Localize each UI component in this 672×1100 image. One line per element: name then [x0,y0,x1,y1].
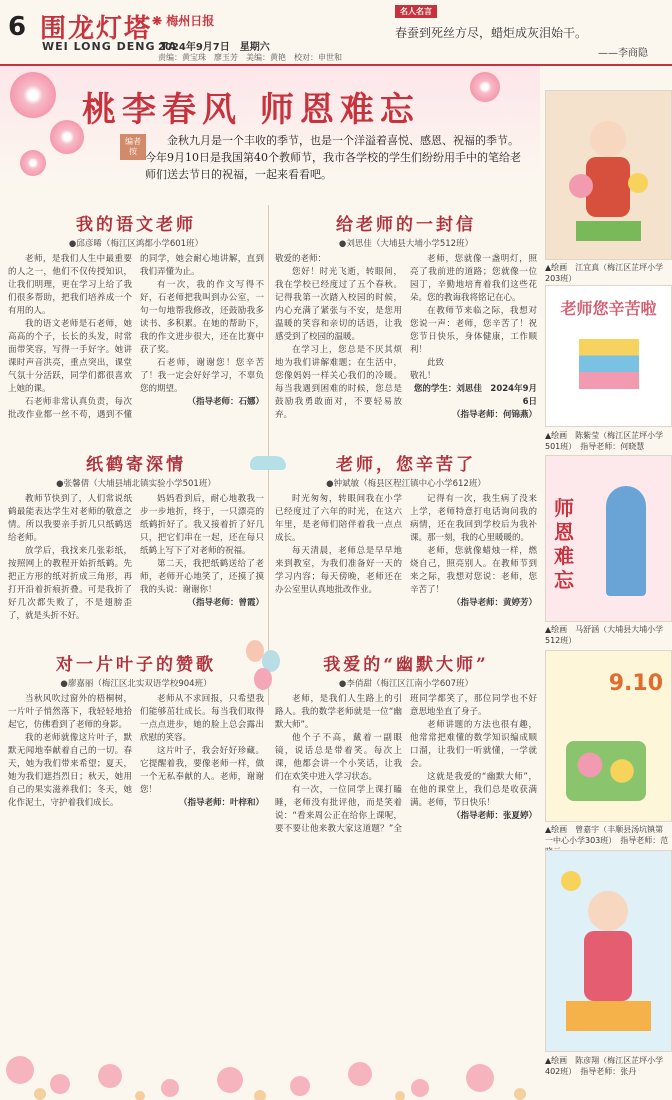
article-teacher-hard-work [275,450,537,640]
paragraph: 我的老师就像这片叶子，默默无闻地奉献着自己的一切。春天，她为我们带来希望；夏天，她为我们遮挡烈日；秋天，她用自己的果实滋养我们；冬天，她化作泥土，守护着我们成长。 [8,733,132,808]
main-headline: 桃李春风 师恩难忘 [82,90,420,130]
paragraph: 老师，您就像一盏明灯，照亮了我前进的道路；您就像一位园丁，辛勤地培育着我们这些花朵。您的教诲我将铭记在心。 [410,254,537,303]
article-leaf-ode [8,650,264,1005]
paragraph: 石老师非常认真负责，每次批改作业都一丝不苟，遇到不懂的同学，她会耐心地讲解，直到我们弄懂为止。 [8,254,264,420]
student-drawing-gift-to-teacher [545,850,672,1052]
drawing-caption: ▲绘画 曾嘉宇（丰顺县汤坑镇第一中心小学303班） 指导老师：范 [545,825,669,845]
paragraph: 时光匆匆，转眼间我在小学已经度过了六年的时光，在这六年里，是老师们陪伴着我一点点成长。 [275,494,402,543]
article-paper-crane [8,450,264,640]
paragraph: 有一次，一位同学上课打瞌睡，老师没有批评他，而是笑着说：“看来周公正在给你上课呢，要不要让他来教大家这道题？”全班同学都笑了，那位同学也不好意思地坐直了身子。 [275,694,537,834]
paragraph: 这片叶子，我会好好珍藏。它提醒着我，要像老师一样，做一个无私奉献的人。老师，谢谢您！ [140,746,264,795]
blossom-icon [10,72,56,118]
student-drawing-teachers-day [545,650,672,822]
drawing-caption: ▲绘画 陈紫莹（梅江区芷坪小学501班） 指导老师：何晓慧 [545,431,664,451]
blossom-icon [50,120,84,154]
instructor-note: （指导老师：石娜） [187,397,264,407]
article-title: 我爱的“幽默大师” [323,655,489,675]
paragraph: 这就是我爱的“幽默大师”，在他的课堂上，我们总是收获满满。老师，节日快乐！ [410,772,537,808]
article-body [275,693,537,836]
paragraph: 放学后，我找来几张彩纸，按照网上的教程开始折纸鹤。先把正方形的纸对折成三角形，再打开沿着折痕折叠。可是我折了好几次都失败了，不是翅膀歪了，就是头折不好。 [8,546,132,621]
article-my-chinese-teacher [8,210,264,445]
newspaper-logo [152,12,214,29]
drawing-caption: ▲绘画 陈彦翔（梅江区芷坪小学402班） 指导老师：张丹 [545,1056,664,1076]
flower-border [0,1010,540,1100]
paragraph: 妈妈看到后，耐心地教我一步一步地折，终于，一只漂亮的纸鹤折好了。我又接着折了好几只，把它们串在一起，还在每只纸鹤上写下了对老师的祝福。 [140,494,264,556]
motto-quote: 春蚕到死丝方尽，蜡炬成灰泪始干。 [395,26,588,40]
article-byline: ●李俏甜（梅江区江南小学607班） [338,679,474,689]
column-divider [268,205,269,705]
page-header [0,0,672,66]
blossom-icon [20,150,46,176]
paragraph: 老师，是我们人生中最重要的人之一，他们不仅传授知识，让我们明理，更在学习上给了我们很多帮助，把我们培养成一个有用的人。 [8,254,132,316]
paragraph: 老师，您就像蜡烛一样，燃烧自己，照亮别人。在教师节到来之际，我想对您说：老师，您辛苦了！ [410,546,537,595]
instructor-note: （指导老师：叶梓和） [178,798,264,808]
teacher-figure-icon [606,486,646,596]
paragraph: 在学习上，您总是不厌其烦地为我们讲解难题；在生活中，您像妈妈一样关心我们的冷暖。每当我遇到困难的时候，您总是鼓励我勇敢面对，不要轻易放弃。 [275,345,402,420]
drawing-caption: ▲绘画 江宜真（梅江区芷坪小学203班） [545,263,664,283]
paragraph: 记得有一次，我生病了没来上学，老师特意打电话询问我的病情，还在我回到学校后为我补课。那一刻，我的心里暖暖的。 [410,494,537,543]
paragraph: 每天清晨，老师总是早早地来到教室，为我们准备好一天的学习内容；每天傍晚，老师还在办公室里认真地批改作业。 [275,546,402,595]
toy-car-icon [250,456,286,470]
paragraph: 有一次，我的作文写得不好，石老师把我叫到办公室，一句一句地帮我修改，还鼓励我多读书、多积累。在她的帮助下，我的作文进步很大，还在比赛中获了奖。 [140,280,264,355]
article-title: 老师，您辛苦了 [336,455,476,475]
drawing-text: 9.10 [608,671,663,696]
paragraph: 当秋风吹过窗外的梧桐树，一片叶子悄然落下，我轻轻地拾起它，仿佛看到了老师的身影。 [8,694,132,730]
editor-intro: 金秋九月是一个丰收的季节，也是一个洋溢着喜悦、感恩、祝福的季节。今年9月10日是我国第40个教师节，我市各学校的学生们纷纷用手中的笔给老师们送去节日的祝福，一起来看看吧。 [145,134,521,181]
paragraph: 老师讲题的方法也很有趣，他常常把难懂的数学知识编成顺口溜，让我们一听就懂，一学就会。 [410,720,537,769]
instructor-note: （指导老师：张夏婷） [451,811,537,821]
instructor-note: （指导老师：曾霞） [187,598,264,608]
motto-author: ——李商隐 [598,48,648,59]
paragraph: 老师，是我们人生路上的引路人。我的数学老师就是一位“幽默大师”。 [275,694,402,730]
article-byline: ●张馨倩（大埔县埔北镇实验小学501班） [56,479,216,489]
paragraph: 我的语文老师是石老师，她高高的个子，长长的头发，时常面带笑容，写得一手好字。她讲课时声音洪亮，重点突出，课堂气氛十分活跃，同学们都很喜欢上她的课。 [8,319,132,394]
paragraph: 第二天，我把纸鹤送给了老师，老师开心地笑了，还摸了摸我的头说：谢谢你！ [140,559,264,595]
letter-signature: 您的学生：刘思佳 2024年9月6日 [413,384,537,407]
student-drawing-teacher-kindness [545,455,672,622]
motto-tag: 名人名言 [395,5,437,18]
article-body [8,493,264,623]
article-title: 我的语文老师 [76,215,196,235]
staff-credits: 责编：黄宝珠 廖玉芳 美编：黄艳 校对：申世和 [158,53,342,62]
page-number: 6 [8,12,27,42]
section-pinyin: WEI LONG DENG TA [42,40,178,53]
article-byline: ●钟斌敏（梅县区程江镇中心小学612班） [326,479,486,489]
drawing-text: 老师您辛苦啦 [560,299,657,318]
paragraph: 在教师节来临之际，我想对您说一声：老师，您辛苦了！祝您节日快乐，身体健康，工作顺利！ [410,306,537,355]
paragraph: 石老师，谢谢您！您辛苦了！我一定会好好学习，不辜负您的期望。 [140,358,264,394]
instructor-note: （指导老师：何锦燕） [451,410,537,420]
article-title: 给老师的一封信 [336,215,476,235]
article-body [275,493,537,610]
newspaper-name: 梅州日报 [166,14,215,28]
balloon-icon [254,668,272,690]
paragraph: 老师从不求回报，只希望我们能够茁壮成长。每当我们取得一点点进步，她的脸上总会露出欣慰的笑容。 [140,694,264,743]
article-body [8,693,264,810]
section-title: 围龙灯塔 [40,14,153,44]
paragraph: 敬爱的老师： [275,254,327,264]
flowers-icon [566,741,646,801]
paragraph: 此致 [427,358,445,368]
paragraph: 他个子不高，戴着一副眼镜，说话总是带着笑。每次上课，他都会讲一个小笑话，让我们在欢笑中进入学习状态。 [275,733,402,782]
article-body [275,253,537,422]
editor-note-stamp: 编者按 [120,134,146,160]
student-drawing-teacher-bouquet [545,90,672,260]
article-humor-master [275,650,537,1005]
article-byline: ●邱彦晞（梅江区鸿都小学601班） [68,239,204,249]
instructor-note: （指导老师：黄婷芳） [451,598,537,608]
article-byline: ●刘思佳（大埔县大埔小学512班） [338,239,474,249]
paragraph: 您好！时光飞逝，转眼间，我在学校已经度过了五个春秋。记得我第一次踏入校园的时候，内心充满了紧张与不安，是您用温暖的笑容和亲切的话语，让我感受到了校园的温暖。 [275,267,402,342]
paragraph: 教师节快到了，人们常说纸鹤最能表达学生对老师的敬意之情。所以我要亲手折几只纸鹤送给老师。 [8,494,132,543]
article-title: 对一片叶子的赞歌 [56,655,216,675]
drawing-text: 师恩难忘 [554,496,574,592]
article-title: 纸鹤寄深情 [86,455,186,475]
article-body [8,253,264,422]
blossom-icon [470,72,500,102]
paragraph: 敬礼！ [410,371,436,381]
issue-date: 2024年9月7日 星期六 [158,42,270,53]
drawing-caption: ▲绘画 马舒涵（大埔县大埔小学512班） [545,625,664,645]
student-drawing-thanks-teacher [545,285,672,427]
logo-mark-icon: ❋ [152,14,163,28]
article-letter-to-teacher [275,210,537,445]
stack-of-books-icon [579,339,639,389]
article-byline: ●廖嘉丽（梅江区北实双语学校904班） [60,679,212,689]
